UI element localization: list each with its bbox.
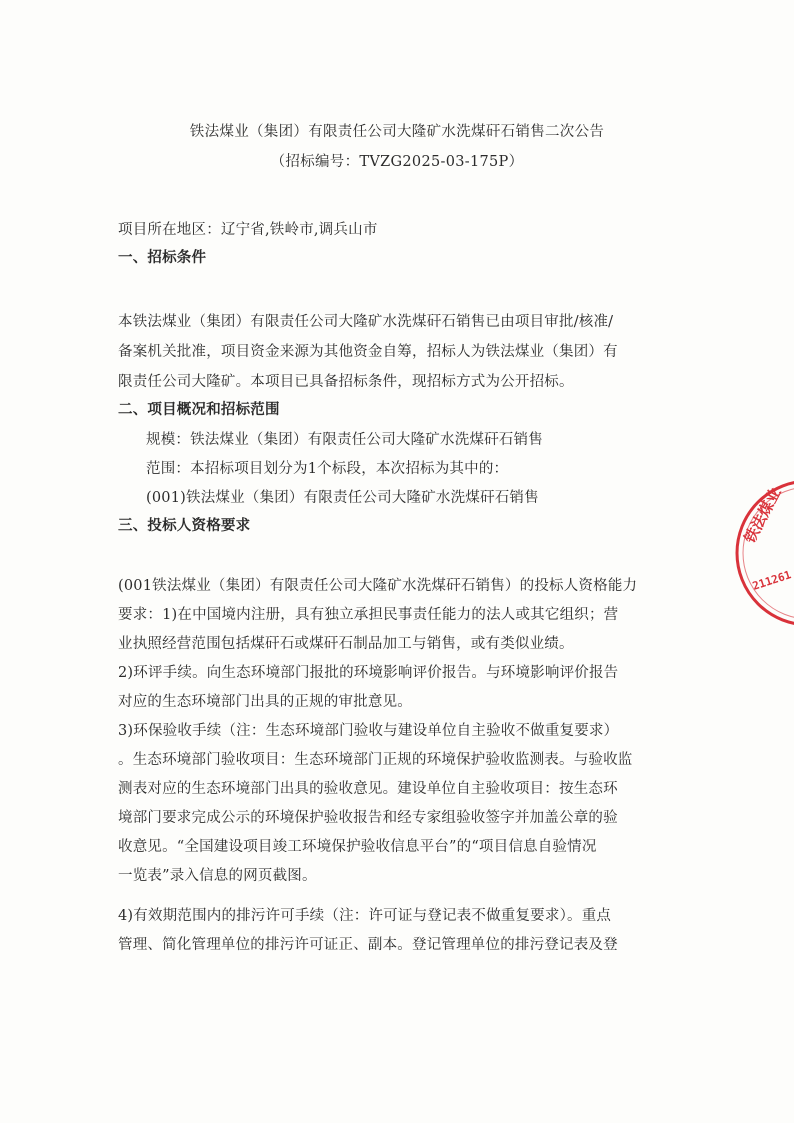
section3-line: 。生态环境部门验收项目：生态环境部门正规的环境保护验收监测表。与验收监	[118, 752, 633, 768]
company-seal	[734, 478, 794, 628]
section-heading-2: 二、项目概况和招标范围	[118, 402, 280, 418]
section3-line: 境部门要求完成公示的环境保护验收报告和经专家组验收签字并加盖公章的验	[118, 810, 618, 826]
tender-number: （招标编号：TVZG2025-03-175P）	[270, 154, 524, 170]
section2-line: (001)铁法煤业（集团）有限责任公司大隆矿水洗煤矸石销售	[146, 490, 539, 506]
section3-line: 要求：1)在中国境内注册，具有独立承担民事责任能力的法人或其它组织；营	[118, 607, 619, 623]
section1-line: 备案机关批准，项目资金来源为其他资金自筹，招标人为铁法煤业（集团）有	[118, 344, 618, 360]
svg-text:211261: 211261	[750, 568, 793, 593]
section3-line: 测表对应的生态环境部门出具的验收意见。建设单位自主验收项目：按生态环	[118, 781, 618, 797]
section3-line: 2)环评手续。向生态环境部门报批的环境影响评价报告。与环境影响评价报告	[118, 665, 619, 681]
section3-line: 3)环保验收手续（注：生态环境部门验收与建设单位自主验收不做重复要求）	[118, 723, 619, 739]
section3-line: 业执照经营范围包括煤矸石或煤矸石制品加工与销售，或有类似业绩。	[118, 636, 574, 652]
section3-line: 管理、简化管理单位的排污许可证正、副本。登记管理单位的排污登记表及登	[118, 937, 618, 953]
section3-line: 收意见。“全国建设项目竣工环境保护验收信息平台”的“项目信息自验情况	[118, 839, 597, 855]
section1-line: 本铁法煤业（集团）有限责任公司大隆矿水洗煤矸石销售已由项目审批/核准/	[118, 314, 614, 330]
section3-line: 4)有效期范围内的排污许可手续（注：许可证与登记表不做重复要求）。重点	[118, 908, 612, 924]
section3-line: (001铁法煤业（集团）有限责任公司大隆矿水洗煤矸石销售）的投标人资格能力	[118, 578, 638, 594]
section2-line: 范围：本招标项目划分为1个标段，本次招标为其中的：	[146, 461, 509, 477]
project-region: 项目所在地区：辽宁省,铁岭市,调兵山市	[118, 222, 378, 238]
section3-line: 一览表”录入信息的网页截图。	[118, 868, 317, 884]
section-heading-1: 一、招标条件	[118, 250, 207, 266]
section-heading-3: 三、投标人资格要求	[118, 518, 251, 534]
document-title: 铁法煤业（集团）有限责任公司大隆矿水洗煤矸石销售二次公告	[189, 124, 605, 140]
section2-line: 规模：铁法煤业（集团）有限责任公司大隆矿水洗煤矸石销售	[146, 432, 543, 448]
svg-text:铁法煤业: 铁法煤业	[740, 484, 785, 547]
section1-line: 限责任公司大隆矿。本项目已具备招标条件，现招标方式为公开招标。	[118, 374, 574, 390]
section3-line: 对应的生态环境部门出具的正规的审批意见。	[118, 694, 412, 710]
